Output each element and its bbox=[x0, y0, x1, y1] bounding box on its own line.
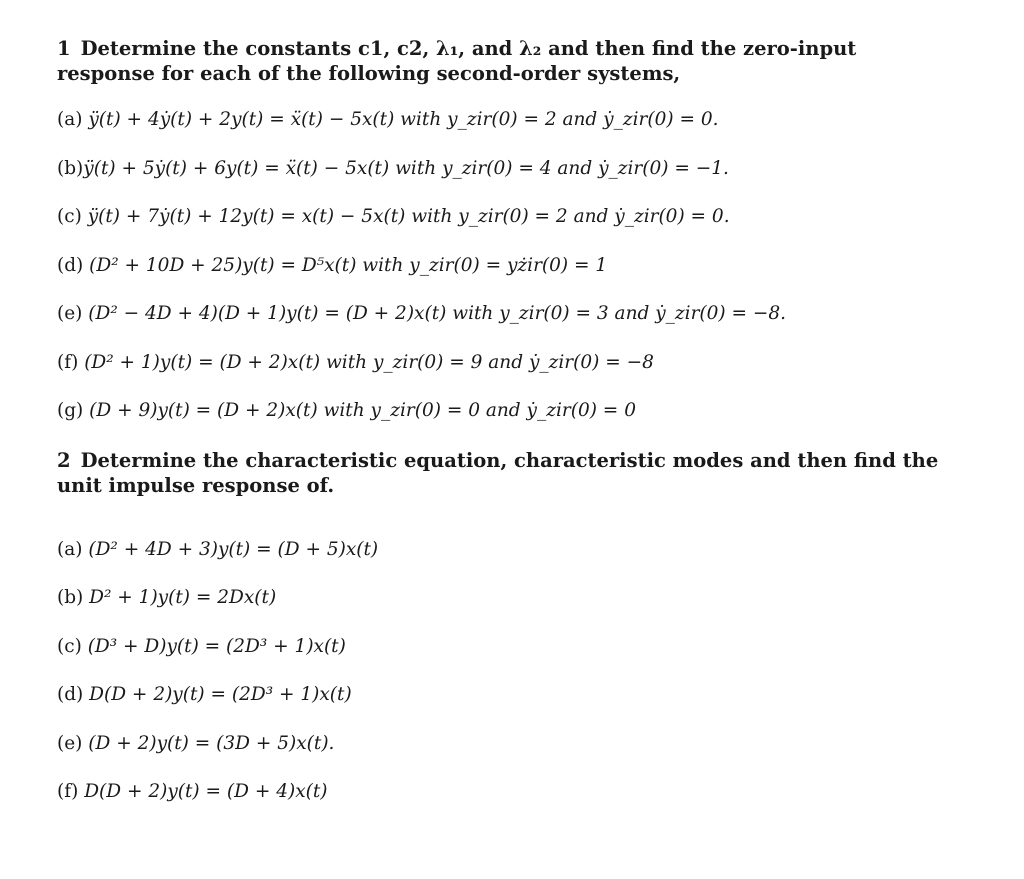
item-label: (a) bbox=[57, 538, 83, 560]
question-1-item-a bbox=[57, 108, 957, 132]
item-equation: (D² + 10D + 25)y(t) = D⁵x(t) with y_zir(0) = yżir(0) = 1 bbox=[89, 254, 608, 276]
item-label: (d) bbox=[57, 254, 84, 276]
question-2-heading bbox=[57, 448, 957, 498]
question-1-item-d bbox=[57, 254, 957, 278]
question-1-item-g bbox=[57, 399, 957, 423]
item-label: (c) bbox=[57, 635, 82, 657]
question-1 bbox=[57, 36, 957, 423]
item-label: (g) bbox=[57, 400, 84, 421]
item-label: (a) bbox=[57, 109, 83, 130]
question-2-number: 2 bbox=[57, 448, 71, 472]
item-equation: (D² − 4D + 4)(D + 1)y(t) = (D + 2)x(t) with y_zir(0) = 3 and ẏ_zir(0) = −8. bbox=[88, 303, 787, 324]
item-equation: (D + 2)y(t) = (3D + 5)x(t). bbox=[88, 732, 335, 754]
question-2-item-b bbox=[57, 586, 957, 610]
item-equation: (D² + 1)y(t) = (D + 2)x(t) with y_zir(0) = 9 and ẏ_zir(0) = −8 bbox=[84, 351, 654, 373]
item-label: (f) bbox=[57, 781, 79, 802]
item-equation: (D² + 4D + 3)y(t) = (D + 5)x(t) bbox=[88, 538, 379, 560]
item-label: (e) bbox=[57, 303, 83, 324]
question-1-number: 1 bbox=[57, 37, 71, 60]
question-2-text: Determine the characteristic equation, characteristic modes and then find the unit impulse response of. bbox=[57, 448, 939, 497]
item-equation: (D + 9)y(t) = (D + 2)x(t) with y_zir(0) = 0 and ẏ_zir(0) = 0 bbox=[89, 400, 636, 421]
item-equation: D(D + 2)y(t) = (D + 4)x(t) bbox=[84, 781, 328, 802]
question-1-text: Determine the constants c1, c2, λ₁, and λ₂ and then find the zero-input response for each of the following second-order systems, bbox=[57, 37, 857, 85]
question-1-items bbox=[57, 108, 957, 423]
item-label: (c) bbox=[57, 206, 82, 227]
question-1-item-e bbox=[57, 302, 957, 326]
question-1-item-f bbox=[57, 351, 957, 375]
question-2-item-d bbox=[57, 683, 957, 707]
question-1-item-c bbox=[57, 205, 957, 229]
item-equation: D(D + 2)y(t) = (2D³ + 1)x(t) bbox=[89, 684, 352, 705]
item-equation: ÿ(t) + 4ẏ(t) + 2y(t) = ẍ(t) − 5x(t) with y_zir(0) = 2 and ẏ_zir(0) = 0. bbox=[88, 109, 719, 130]
item-label: (b) bbox=[57, 587, 84, 608]
question-2 bbox=[57, 448, 957, 805]
item-equation: (D³ + D)y(t) = (2D³ + 1)x(t) bbox=[87, 635, 346, 657]
item-equation: ÿ(t) + 5ẏ(t) + 6y(t) = ẍ(t) − 5x(t) with y_zir(0) = 4 and ẏ_zir(0) = −1. bbox=[83, 157, 729, 179]
question-2-item-f bbox=[57, 780, 957, 804]
question-2-item-a bbox=[57, 538, 957, 562]
item-equation: ÿ(t) + 7ẏ(t) + 12y(t) = x(t) − 5x(t) with y_zir(0) = 2 and ẏ_zir(0) = 0. bbox=[87, 206, 730, 227]
item-label: (d) bbox=[57, 684, 84, 705]
question-2-item-c bbox=[57, 635, 957, 659]
problem-sheet bbox=[57, 36, 957, 829]
item-label: (e) bbox=[57, 732, 83, 754]
item-equation: D² + 1)y(t) = 2Dx(t) bbox=[89, 587, 277, 608]
question-2-items bbox=[57, 538, 957, 805]
question-2-item-e bbox=[57, 732, 957, 756]
item-label: (b) bbox=[57, 157, 84, 179]
question-1-heading bbox=[57, 36, 957, 86]
question-1-item-b bbox=[57, 157, 957, 181]
item-label: (f) bbox=[57, 351, 79, 373]
